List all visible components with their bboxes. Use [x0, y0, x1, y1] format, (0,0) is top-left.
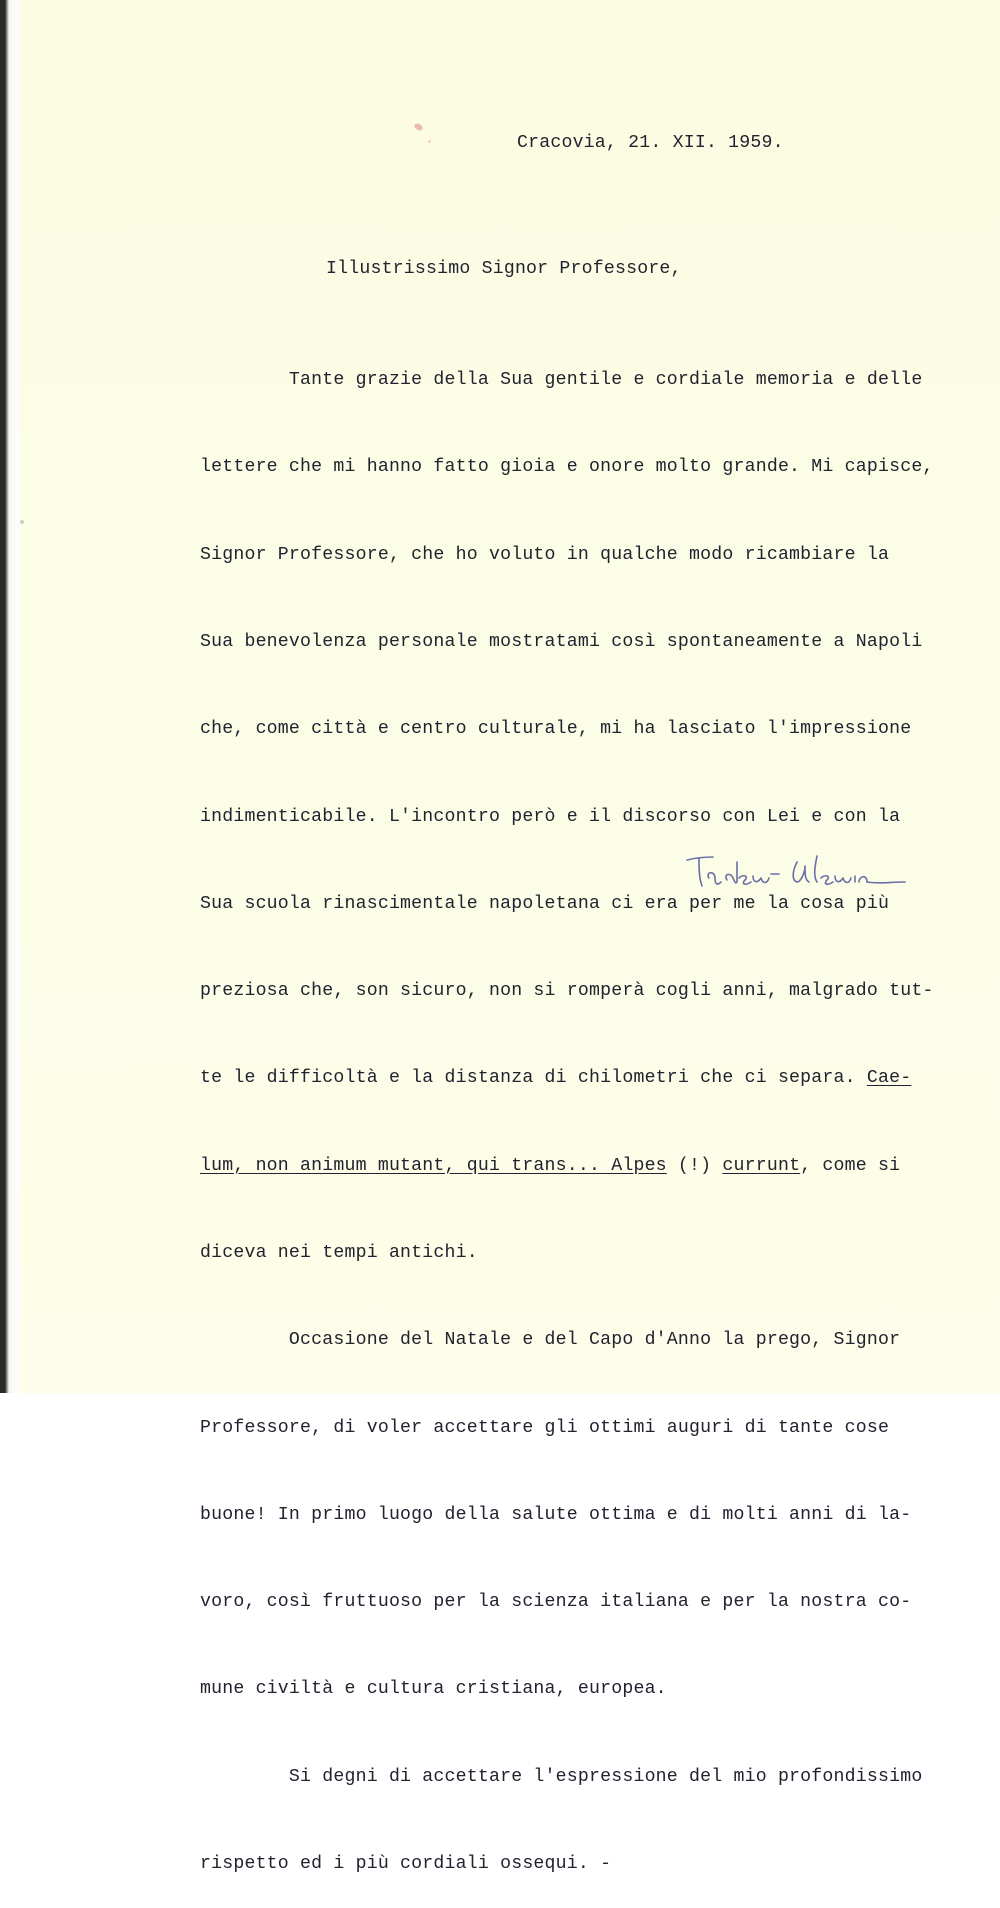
body-line: Sua benevolenza personale mostratami così spontaneamente a Napoli [200, 632, 923, 653]
body-line: Si degni di accettare l'espressione del mio profondissimo [200, 1766, 923, 1787]
body-line: indimenticabile. L'incontro però e il discorso con Lei e con la [200, 806, 901, 827]
body-line: mune civiltà e cultura cristiana, europea. [200, 1679, 667, 1700]
body-line: rispetto ed i più cordiali ossequi. - [200, 1853, 612, 1874]
body-line: Occasione del Natale e del Capo d'Anno la prego, Signor [200, 1330, 901, 1351]
paper-speck [20, 520, 24, 524]
body-line-with-latin-start [200, 1064, 934, 1093]
latin-quote-part2: currunt [722, 1155, 801, 1176]
handwritten-signature [683, 848, 913, 898]
body-line-text: te le difficoltà e la distanza di chilometri che ci separa. [200, 1068, 856, 1089]
body-line: Professore, di voler accettare gli ottimi auguri di tante cose [200, 1417, 890, 1438]
latin-quote-exclaim: (!) [666, 1155, 723, 1176]
body-line: Sua scuola rinascimentale napoletana ci era per me la cosa più [200, 893, 890, 914]
body-line: Signor Professore, che ho voluto in qualche modo ricambiare la [200, 544, 890, 565]
latin-quote-line [200, 1152, 934, 1181]
body-line: Tante grazie della Sua gentile e cordiale memoria e delle [200, 370, 923, 391]
letter-body [200, 308, 934, 1908]
scan-edge [0, 0, 22, 1393]
body-line: buone! In primo luogo della salute ottima e di molti anni di la- [200, 1504, 912, 1525]
body-line: che, come città e centro culturale, mi ha lasciato l'impressione [200, 719, 912, 740]
body-line: lettere che mi hanno fatto gioia e onore molto grande. Mi capisce, [200, 457, 934, 478]
body-line: diceva nei tempi antichi. [200, 1243, 478, 1263]
body-line: voro, così fruttuoso per la scienza italiana e per la nostra co- [200, 1592, 912, 1613]
latin-quote-part1: lum, non animum mutant, qui trans... Alpes [200, 1155, 667, 1176]
latin-quote-start: Cae- [866, 1068, 912, 1089]
latin-quote-end: , come si [800, 1155, 901, 1176]
letter-date: Cracovia, 21. XII. 1959. [517, 133, 784, 153]
letter-salutation: Illustrissimo Signor Professore, [326, 259, 682, 279]
body-line: preziosa che, son sicuro, non si romperà cogli anni, malgrado tut- [200, 981, 934, 1002]
